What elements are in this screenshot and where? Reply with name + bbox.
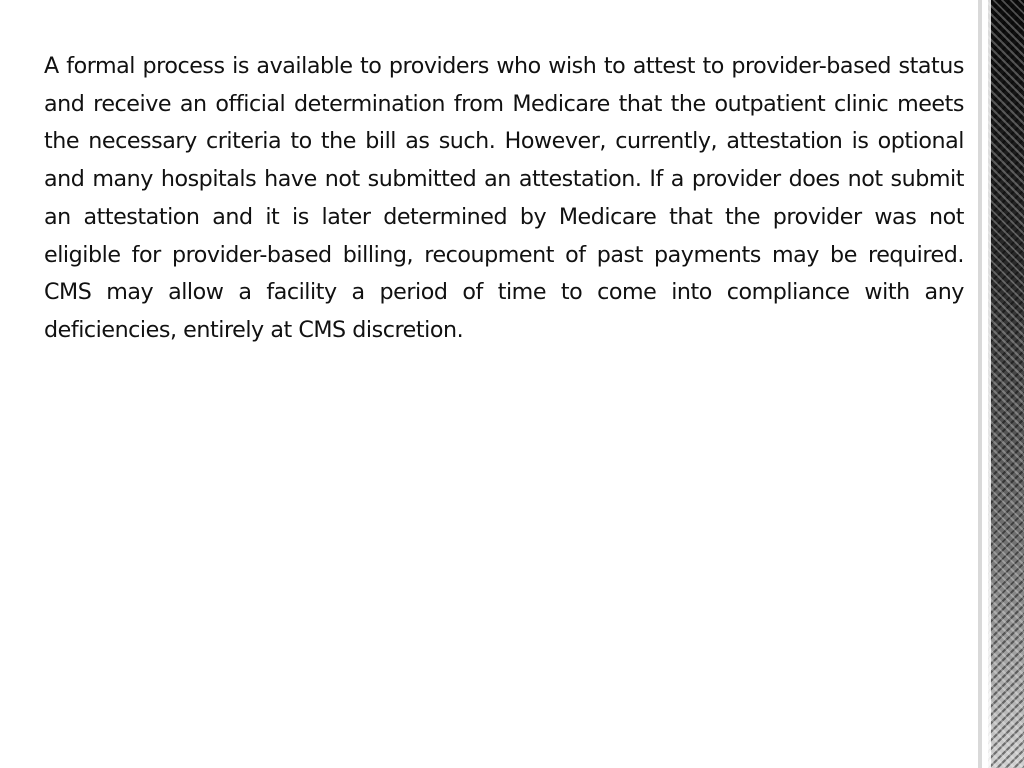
slide-body-text: A formal process is available to providers who wish to attest to provider-based status and receive an official determination from Medicare that the outpatient clinic meets the necessary criteria to the bill as such. However, currently, attestation is optional and many hospitals have not submitted an attestation. If a provider does not submit an attestation and it is later determined by Medicare that the provider was not eligible for provider-based billing, recoupment of past payments may be required. CMS may allow a facility a period of time to come into compliance with any deficiencies, entirely at CMS discretion. xyxy=(44,53,964,343)
edge-divider xyxy=(978,0,982,768)
decorative-edge-band xyxy=(988,0,1024,768)
